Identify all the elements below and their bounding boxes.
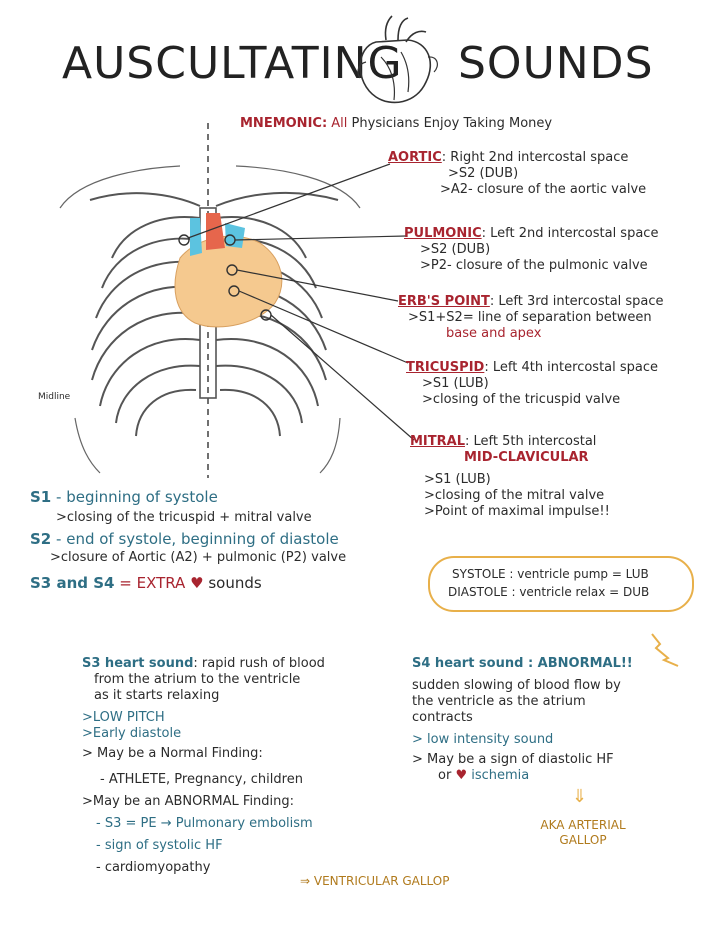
mnemonic-word: Money [508, 116, 553, 131]
aka-line: GALLOP [559, 833, 607, 847]
s4-bullet: > May be a sign of diastolic HF [412, 752, 614, 767]
site-line: >S2 (DUB) [420, 242, 491, 257]
s4-desc: sudden slowing of blood flow by [412, 678, 621, 693]
gallop-label: VENTRICULAR GALLOP [313, 874, 450, 888]
s-summary [30, 488, 346, 592]
systole-text: SYSTOLE : ventricle pump = LUB [452, 567, 649, 581]
s3s4-text: = EXTRA [119, 574, 186, 592]
s3-desc: : rapid rush of blood [193, 656, 325, 671]
mnemonic-word: Enjoy [423, 116, 460, 131]
title-left: AUSCULTATING [62, 38, 403, 89]
site-tricuspid [406, 360, 658, 408]
s3-normal: - ATHLETE, Pregnancy, children [100, 772, 303, 787]
s3-section [82, 656, 325, 876]
site-line: >P2- closure of the pulmonic valve [420, 258, 648, 273]
s1-sub: >closing of the tricuspid + mitral valve [56, 510, 312, 525]
aka-line: AKA ARTERIAL [540, 818, 626, 832]
s4-heading: S4 heart sound : ABNORMAL!! [412, 656, 633, 671]
arrow-right-icon: ⇒ [300, 874, 311, 888]
diastole-text: DIASTOLE : ventricle relax = DUB [448, 585, 650, 599]
s2-sub: >closure of Aortic (A2) + pulmonic (P2) valve [50, 550, 347, 565]
site-name: AORTIC [388, 150, 442, 165]
s4-desc: contracts [412, 710, 473, 725]
title-right: SOUNDS [458, 38, 654, 89]
site-line: >closing of the tricuspid valve [422, 392, 621, 407]
systole-diastole-box [428, 556, 694, 612]
mnemonic-word: Taking [463, 116, 505, 131]
site-line: >Point of maximal impulse!! [424, 504, 610, 519]
site-line: >A2- closure of the aortic valve [440, 182, 647, 197]
site-location: : Left 3rd intercostal space [489, 294, 664, 309]
s3-desc: as it starts relaxing [94, 688, 220, 703]
s1-text: - beginning of systole [56, 488, 218, 506]
heart-symbol-icon: ♥ [190, 574, 204, 592]
heart-symbol-icon: ♥ [455, 768, 468, 783]
s3-abnormal-heading: >May be an ABNORMAL Finding: [82, 794, 295, 809]
mnemonic-word: Physicians [351, 116, 420, 131]
site-name: MITRAL [410, 434, 465, 449]
s4-ischemia: ischemia [471, 768, 530, 783]
site-aortic [388, 150, 646, 198]
s2-label: S2 [30, 530, 52, 548]
site-pulmonic [404, 226, 658, 274]
s4-desc: the ventricle as the atrium [412, 694, 586, 709]
s3-desc: from the atrium to the ventricle [94, 672, 301, 687]
s3s4-suffix: sounds [208, 574, 262, 592]
s3s4-label: S3 and S4 [30, 574, 115, 592]
site-name: TRICUSPID [406, 360, 485, 375]
site-line: base and apex [446, 326, 542, 341]
mnemonic-label: MNEMONIC: [240, 116, 328, 131]
s3-bullet: >Early diastole [82, 726, 182, 741]
aka-arterial-gallop [538, 818, 628, 848]
site-location: : Right 2nd intercostal space [441, 150, 629, 165]
s4-section [412, 656, 633, 784]
s1-label: S1 [30, 488, 52, 506]
s4-bullet: or [438, 768, 452, 783]
s3-abnormal: - S3 = PE → Pulmonary embolism [96, 816, 313, 831]
site-erbs-point [398, 294, 664, 342]
site-line: >S2 (DUB) [448, 166, 519, 181]
site-mitral [410, 434, 610, 520]
site-line: >S1 (LUB) [424, 472, 491, 487]
site-location: : Left 2nd intercostal space [481, 226, 659, 241]
site-name: ERB'S POINT [398, 294, 490, 309]
s3-bullet: >LOW PITCH [82, 710, 165, 725]
s2-text: - end of systole, beginning of diastole [56, 530, 339, 548]
s3-abnormal: - sign of systolic HF [96, 838, 223, 853]
site-line: >S1+S2= line of separation between [408, 310, 652, 325]
site-line: >S1 (LUB) [422, 376, 489, 391]
site-line: >closing of the mitral valve [424, 488, 605, 503]
site-location: : Left 4th intercostal space [484, 360, 659, 375]
s4-bullet: > low intensity sound [412, 732, 554, 747]
s3-heading: S3 heart sound [82, 656, 194, 671]
ventricular-gallop [300, 874, 449, 889]
heart-icon [346, 12, 446, 110]
s3-abnormal: - cardiomyopathy [96, 860, 211, 875]
down-arrow-icon: ⇓ [572, 786, 588, 807]
s3-bullet: > May be a Normal Finding: [82, 746, 263, 761]
site-location: : Left 5th intercostal [465, 434, 597, 449]
chest-diagram [20, 118, 420, 478]
site-line: MID-CLAVICULAR [464, 450, 589, 465]
zigzag-icon [648, 630, 682, 670]
site-name: PULMONIC [404, 226, 482, 241]
midline-label: Midline [38, 392, 71, 402]
mnemonic-word: All [331, 116, 348, 131]
